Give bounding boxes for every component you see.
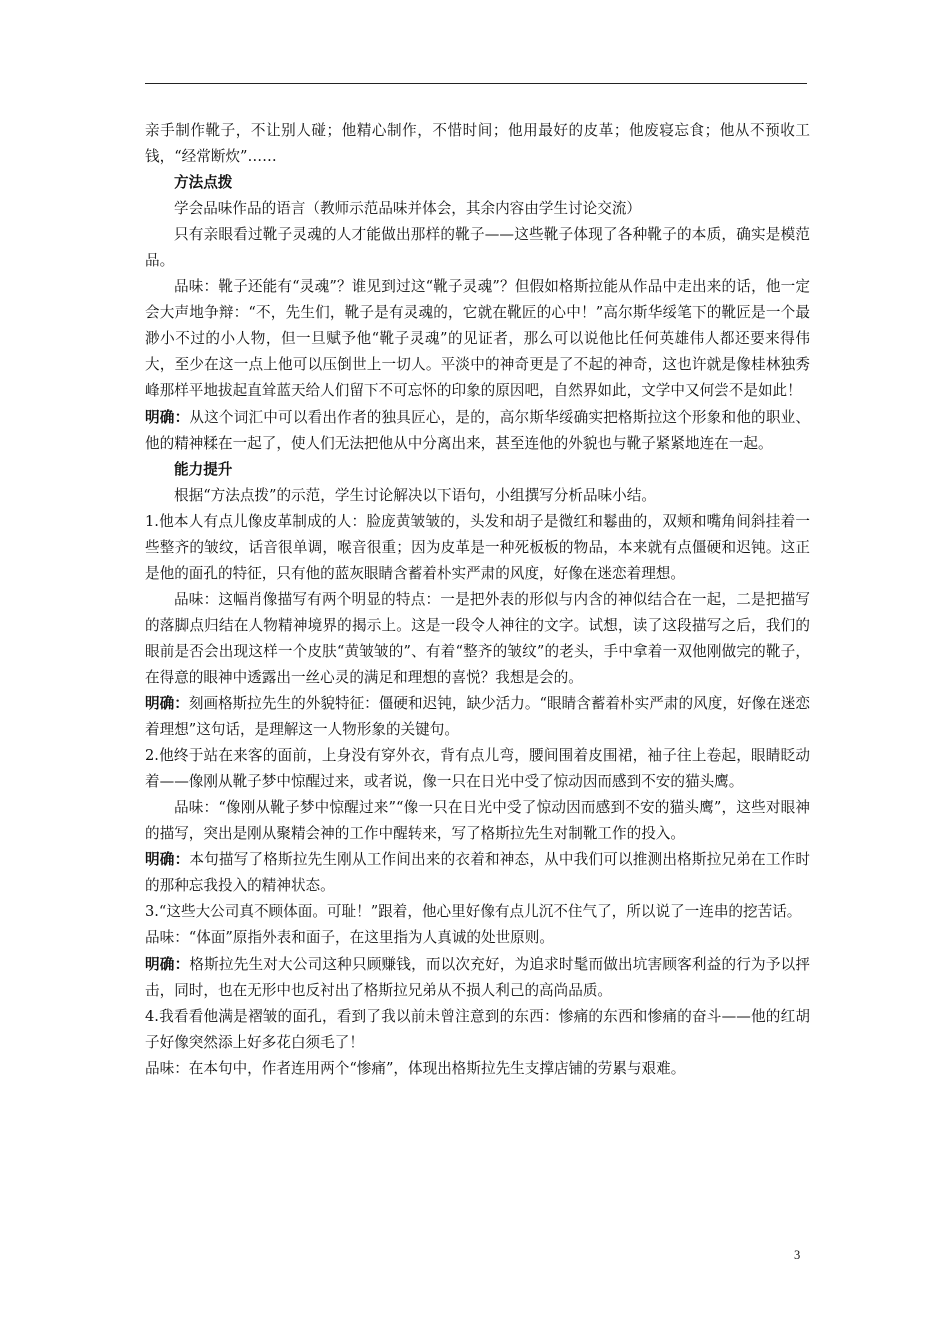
text-paragraph: 只有亲眼看过靴子灵魂的人才能做出那样的靴子——这些靴子体现了各种靴子的本质，确实是模范品。 [145,226,810,270]
answer-label: 明确： [145,408,190,426]
answer-label: 明确： [145,695,189,713]
section-heading: 方法点拨 [174,174,233,192]
text-paragraph: 品味：靴子还能有“灵魂”？谁见到过这“靴子灵魂”？但假如格斯拉能从作品中走出来的话，他一定会大声地争辩：“不，先生们，靴子是有灵魂的，它就在靴匠的心中！”高尔斯华绥笔下的靴匠是一个最渺小不过的小人物，但一旦赋予他“靴子灵魂”的见证者，那么可以说他比任何英雄伟人都还要来得伟大，至少在这一点上他可以压倒世上一切人。平淡中的神奇更是了不起的神奇，这也许就是像桂林独秀峰那样平地拔起直耸蓝天给人们留下不可忘怀的印象的原因吧，自然界如此，文学中又何尝不是如此！ [145,278,810,400]
answer-paragraph [145,847,810,899]
body-text [145,118,810,1082]
answer-label: 明确： [145,955,190,973]
text-paragraph: 品味：在本句中，作者连用两个“惨痛”，体现出格斯拉先生支撑店铺的劳累与艰难。 [145,1059,686,1077]
answer-paragraph [145,691,810,743]
text-paragraph: 学会品味作品的语言（教师示范品味并体会，其余内容由学生讨论交流） [174,200,642,218]
text-paragraph: 品味：这幅肖像描写有两个明显的特点：一是把外表的形似与内含的神似结合在一起，二是把描写的落脚点归结在人物精神境界的揭示上。这是一段令人神往的文字。试想，读了这段描写之后，我们的眼前是否会出现这样一个皮肤“黄皱皱的”、有着“整齐的皱纹”的老头，手中拿着一双他刚做完的靴子，在得意的眼神中透露出一丝心灵的满足和理想的喜悦？我想是会的。 [145,590,810,686]
answer-paragraph [145,952,810,1004]
text-paragraph: 3.“这些大公司真不顾体面。可耻！”跟着，他心里好像有点儿沉不住气了，所以说了一连串的挖苦话。 [145,903,802,921]
section-heading: 能力提升 [174,460,233,478]
answer-text: 格斯拉先生对大公司这种只顾赚钱，而以次充好，为追求时髦而做出坑害顾客利益的行为予以抨击，同时，也在无形中也反衬出了格斯拉兄弟从不损人利己的高尚品质。 [145,955,810,999]
text-paragraph: 品味：“像刚从靴子梦中惊醒过来”“像一只在日光中受了惊动因而感到不安的猫头鹰”，这些对眼神的描写，突出是刚从聚精会神的工作中醒转来，写了格斯拉先生对制靴工作的投入。 [145,799,810,843]
answer-text: 刻画格斯拉先生的外貌特征：僵硬和迟钝，缺少活力。“眼睛含蓄着朴实严肃的风度，好像在迷恋着理想”这句话，是理解这一人物形象的关键句。 [145,695,810,739]
header-rule [145,83,807,84]
text-paragraph: 根据“方法点拨”的示范，学生讨论解决以下语句，小组撰写分析品味小结。 [174,486,656,504]
page-number: 3 [794,1248,801,1262]
answer-label: 明确： [145,851,190,869]
text-paragraph: 品味：“体面”原指外表和面子，在这里指为人真诚的处世原则。 [145,929,554,947]
text-paragraph: 1.他本人有点儿像皮革制成的人：脸庞黄皱皱的，头发和胡子是微红和鬈曲的，双颊和嘴角间斜挂着一些整齐的皱纹，话音很单调，喉音很重；因为皮革是一种死板板的物品，本来就有点僵硬和迟钝。这正是他的面孔的特征，只有他的蓝灰眼睛含蓄着朴实严肃的风度，好像在迷恋着理想。 [145,512,810,582]
answer-text: 本句描写了格斯拉先生刚从工作间出来的衣着和神态，从中我们可以推测出格斯拉兄弟在工作时的那种忘我投入的精神状态。 [145,851,810,895]
text-paragraph: 4.我看看他满是褶皱的面孔，看到了我以前未曾注意到的东西：惨痛的东西和惨痛的奋斗——他的红胡子好像突然添上好多花白须毛了！ [145,1007,810,1051]
text-paragraph: 2.他终于站在来客的面前，上身没有穿外衣，背有点儿弯，腰间围着皮围裙，袖子往上卷起，眼睛眨动着——像刚从靴子梦中惊醒过来，或者说，像一只在日光中受了惊动因而感到不安的猫头鹰。 [145,747,810,791]
answer-text: 从这个词汇中可以看出作者的独具匠心，是的，高尔斯华绥确实把格斯拉这个形象和他的职业、他的精神糅在一起了，使人们无法把他从中分离出来，甚至连他的外貌也与靴子紧紧地连在一起。 [145,408,810,452]
answer-paragraph [145,405,810,457]
text-paragraph: 亲手制作靴子，不让别人碰；他精心制作，不惜时间；他用最好的皮革；他废寝忘食；他从不预收工钱，“经常断炊”…… [145,122,810,166]
